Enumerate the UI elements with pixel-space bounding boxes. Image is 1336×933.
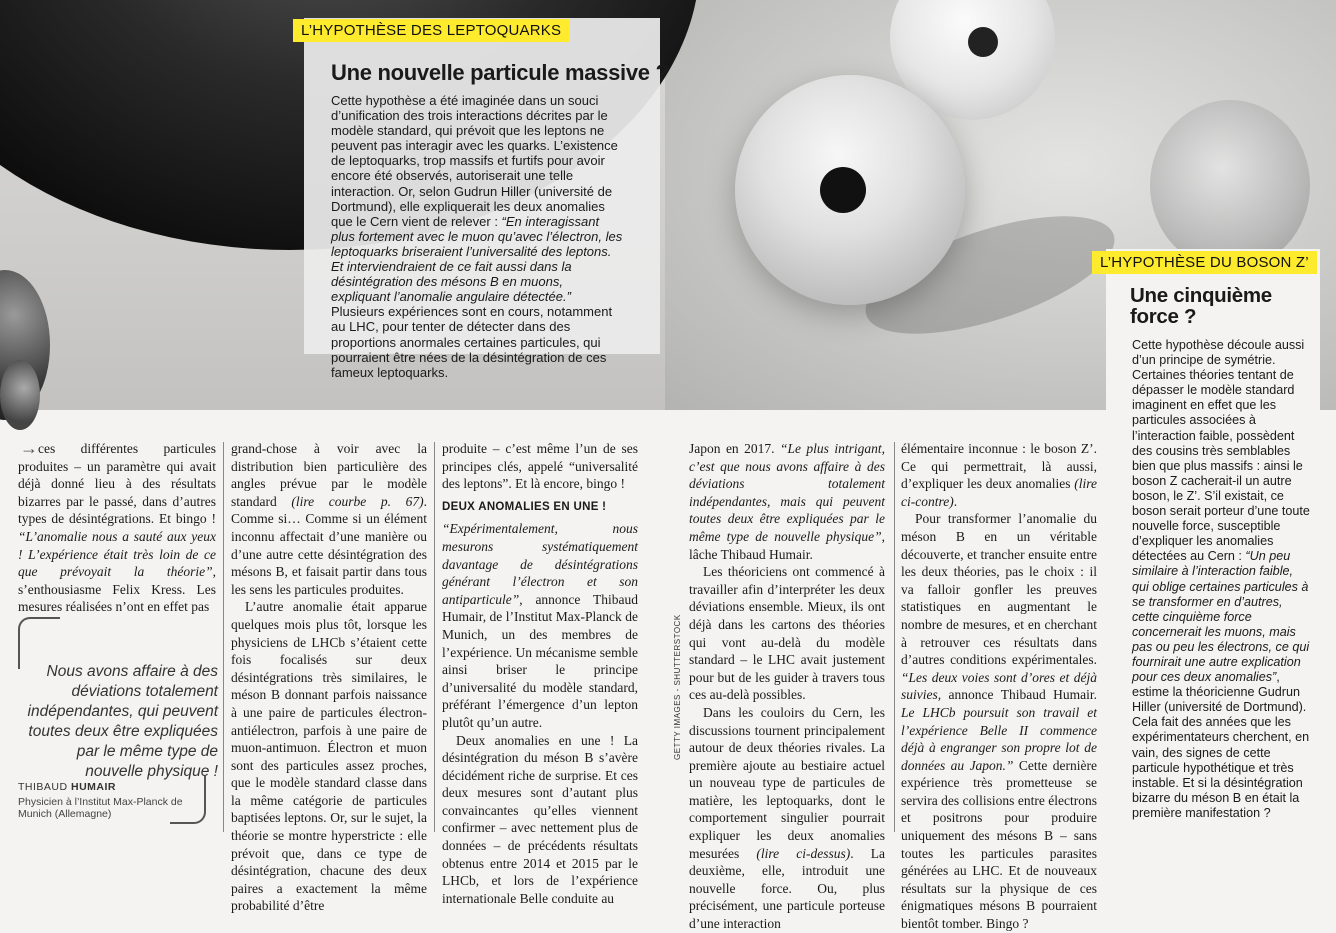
leptoquark-title: Une nouvelle particule massive ? — [331, 60, 669, 85]
body-text: Cette hypothèse découle aussi d’un principe de symétrie. Certaines théories tentant de dépasser le modèle standard imaginent en effet que les particules associées à l’interaction faible, possèdent des cousins très semblables bien que plus massifs : ainsi le boson Z cacherait-il un autre boson, le Z’. S’il existait, ce boson serait porteur d’une toute nouvelle force, susceptible d’expliquer les anomalies détectées au Cern : — [1132, 338, 1310, 564]
body-quote: “Expérimentalement, nous mesurons systématiquement davantage de désintégrations générant l’électron et son antiparticule” — [442, 521, 638, 607]
body-quote: “Les deux voies sont d’ores et déjà suivies, — [901, 669, 1097, 703]
body-text: élémentaire inconnue : le boson Z’. Ce qui permettrait, là aussi, d’expliquer les deux anomalies — [901, 441, 1097, 492]
boson-z-tag: L’HYPOTHÈSE DU BOSON Z’ — [1092, 251, 1317, 274]
body-text: Cette hypothèse a été imaginée dans un souci d’unification des trois interactions décrites par le modèle standard, qui prévoit que les leptons ne peuvent pas interagir avec les quarks. L’existence de leptoquarks, trop massifs et furtifs pour avoir encore été observés, autoriserait une telle interaction. Or, selon Gudrun Hiller (université de Dortmund), elle expliquerait les deux anomalies que le Cern vient de relever : — [331, 93, 618, 229]
article-column-3 — [442, 440, 638, 907]
body-text: , annonce Thibaud Humair, de l’Institut Max-Planck de Munich, un des membres de l’expérience. Un mécanisme semble ainsi briser le principe d’universalité du modèle standard, préférant l’émergence d’un lepton plutôt qu’un autre. — [442, 591, 638, 730]
boson-z-title: Une cinquième force ? — [1130, 284, 1272, 328]
body-text: , s’enthousiasme Felix Kress. Les mesures réalisées n’ont en effet pas — [18, 564, 216, 615]
body-text: Les théoriciens ont commencé à travailler afin d’interpréter les deux déviations ensemble. Mieux, ils ont déjà dans les cartons des théories qui vont au-delà du modèle standard – le LHC avait justement pour but de les guider à travers tous ces au-delà possibles. — [689, 564, 885, 703]
body-quote: (lire courbe p. 67) — [291, 493, 424, 509]
body-quote: “En interagissant plus fortement avec le muon qu’avec l’électron, les leptoquarks briseraient l’universalité des leptons. Et interviendraient de ce fait aussi dans la désintégration des mésons B en muons, expliquant l’anomalie angulaire détectée.” — [331, 213, 623, 305]
article-column-1 — [18, 440, 216, 616]
body-quote: (lire ci-dessus) — [756, 845, 851, 861]
body-quote: “Le plus intrigant, c’est que nous avons affaire à des déviations totalement indépendantes, mais qui peuvent toutes deux être expliquées par le même type de nouvelle physique” — [689, 441, 885, 544]
quote-author-role: Physicien à l’Institut Max-Planck de Munich (Allemagne) — [18, 796, 183, 820]
author-last-name: HUMAIR — [71, 781, 117, 793]
quote-author — [18, 781, 116, 793]
author-first-name: THIBAUD — [18, 781, 68, 793]
body-text: grand-chose à voir avec la distribution bien particulière des angles prévue par le modèle standard — [231, 441, 427, 509]
body-text: ces différentes particules produites – un paramètre qui avait déjà donné lieu à des résultats bizarres par le passé, dans d’autres types de désintégrations. Et bingo ! — [18, 441, 216, 527]
blurred-glass-ball-image — [1150, 100, 1310, 270]
photo-credit: GETTY IMAGES - SHUTTERSTOCK — [673, 614, 682, 760]
body-text: annonce Thibaud Humair. — [941, 687, 1097, 703]
body-text: Dans les couloirs du Cern, les discussions tournent principalement autour de deux théories rivales. La première ajoute au bestiaire actuel un nouveau type de particules de matière, les leptoquarks, dont le comportement singulier pourrait expliquer les deux anomalies mesurées — [689, 704, 885, 861]
continuation-arrow-icon: → — [20, 438, 38, 458]
body-text: Plusieurs expériences sont en cours, notamment au LHC, pour tenter de détecter dans des proportions anormales certaines particules, qui pourraient être nées de la désintégration de ces fameux leptoquarks. — [331, 304, 613, 380]
glass-ball-main-image — [735, 75, 965, 305]
section-subheading: DEUX ANOMALIES EN UNE ! — [442, 500, 607, 513]
body-text: L’autre anomalie était apparue quelques mois plus tôt, lorsque les physiciens de LHCb s’étaient cette fois focalisés sur deux désintégrations très similaires, le méson B donnant parfois naissance à une paire de particules électron-antiélectron, parfois à une paire de muon-antimuon. Électron et muon sont des particules assez proches, que le modèle standard classe dans la même catégorie de particules baptisées leptons. Or, sur le sujet, la théorie se montre hyperstricte : elle prévoit que, dans ce type de désintégration, chacune des deux paires a exactement la même probabilité d’être — [231, 599, 427, 914]
leptoquark-body — [331, 93, 625, 380]
column-divider — [434, 442, 435, 832]
body-quote: “L’anomalie nous a sauté aux yeux ! L’expérience était très loin de ce que prévoyait la théorie” — [18, 528, 216, 580]
article-column-4 — [689, 440, 885, 933]
column-divider — [223, 442, 224, 832]
article-column-2 — [231, 440, 427, 915]
body-text: . Comme si… Comme si un élément inconnu affectait d’une manière ou d’une autre cette désintégration des mésons B, et faisait partir dans tous les sens les particules produites. — [231, 493, 427, 597]
body-text: , estime la théoricienne Gudrun Hiller (université de Dortmund). Cela fait des années que les expérimentateurs cherchent, en vain, des signes de cette particule hypothétique et très instable. Et si la désintégration bizarre du méson B en était la première manifestation ? — [1132, 670, 1310, 820]
glass-ball-dot — [968, 27, 998, 57]
body-text: Deux anomalies en une ! La désintégration du méson B s’avère décidément riche de surprise. Et ces deux mesures sont d’autant plus convaincantes qu’elles viennent confirmer – avec nettement plus de données – de précédents résultats obtenus entre 2014 et 2015 par le LHCb, et lors de l’expérience internationale Belle conduite au — [442, 732, 638, 906]
body-quote: “Un peu similaire à l’interaction faible, qui oblige certaines particules à se transformer en d’autres, cette cinquième force concernerait les muons, mais pas ou peu les électrons, ce qui fournirait une autre explication pour ces deux anomalies” — [1132, 549, 1310, 685]
body-text: Pour transformer l’anomalie du méson B en un véritable découverte, et trancher ensuite entre les deux théories, pas le choix : il va falloir gonfler les preuves statistiques en augmentant le nombre de mesures, et en cherchant à retrouver ces résultats dans d’autres conditions expérimentales. — [901, 511, 1097, 668]
body-text: Japon en 2017. — [689, 441, 780, 456]
body-text: , lâche Thibaud Humair. — [689, 528, 885, 562]
dark-glass-ball-small-image — [0, 360, 40, 430]
article-column-5 — [901, 440, 1097, 933]
leptoquark-tag: L’HYPOTHÈSE DES LEPTOQUARKS — [293, 19, 569, 42]
body-quote: Le LHCb poursuit son travail et l’expérience Belle II commence déjà à engranger son propre lot de données au Japon.” — [901, 704, 1097, 773]
column-divider — [894, 442, 895, 832]
body-text: produite – c’est même l’un de ses principes clés, appelé “universalité des leptons”. Et là encore, bingo ! — [442, 441, 638, 492]
body-text: . La deuxième, elle, introduit une nouvelle force. Ou, plus précisément, une particule porteuse d’une interaction — [689, 845, 885, 932]
body-quote: (lire ci-contre) — [901, 476, 1097, 509]
glass-ball-dot — [820, 167, 866, 213]
quote-close-bracket-icon — [170, 776, 206, 824]
body-text: . — [953, 493, 958, 509]
body-text: Cette dernière expérience très prometteuse se servira des collisions entre électrons et positrons pour produire uniquement des mésons B – sans toutes les particules parasites générées au LHC. Et de nouveaux résultats sur la physique de ces énigmatiques mésons B pourraient bientôt tomber. Bingo ? — [901, 757, 1097, 932]
boson-z-body — [1132, 338, 1312, 821]
pull-quote: Nous avons affaire à des déviations totalement indépendantes, qui peuvent toutes deux être expliquées par le même type de nouvelle physique ! — [27, 663, 218, 780]
